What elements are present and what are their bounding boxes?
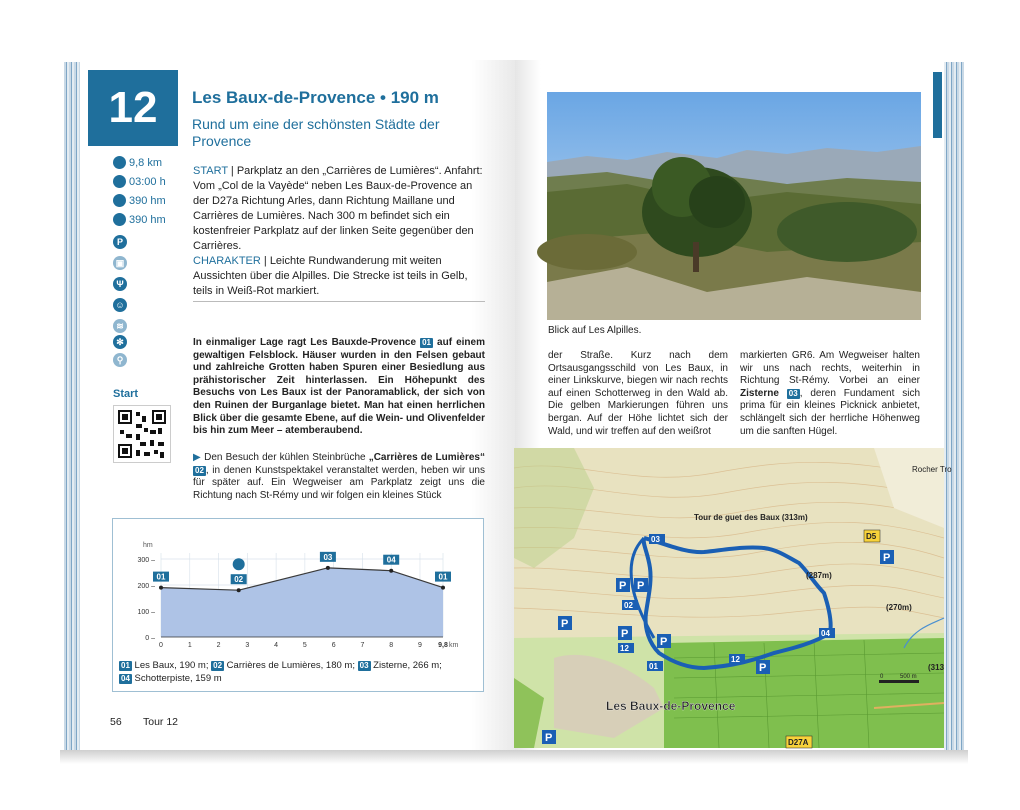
map-label-270: (270m) — [886, 603, 912, 612]
profile-area — [161, 568, 443, 637]
bus-icon: ▣ — [113, 256, 127, 270]
waypoint-label: 04 — [386, 555, 396, 565]
map-label-tower: Tour de guet des Baux (313m) — [694, 513, 808, 522]
profile-point — [237, 588, 241, 592]
body-paragraph: ▶ Den Besuch der kühlen Steinbrüche „Carrières de Lumières“ 02 , in denen Kunstspektakel veranstaltet werden, heben wir uns für später auf. Ein Wegweiser am Parkplatz zeigt uns die Richtung nach St-Rémy und wir folgen ein kleines Stück — [193, 452, 485, 501]
page-number: 56 — [110, 716, 122, 728]
x-tick-label: 5 — [302, 642, 307, 649]
svg-text:01: 01 — [649, 662, 658, 671]
y-tick-label: 200 – — [137, 583, 155, 590]
y-unit-label: hm — [143, 542, 153, 549]
intro-paragraph: In einmaliger Lage ragt Les Bauxde-Provence 01 auf einem gewaltigen Felsblock. Häuser wurden in den Felsen gebaut und zahlreiche Grotten haben Spuren einer Besiedlung aus prähistorischer Zeit hinterlassen. Ein Höhepunkt des Besuchs von Les Baux ist der Panoramablick, der sich von den Ruinen der Burganlage bietet. Man hat einen herrlichen Blick über die gesamte Ebene, auf die Wein- und Olivenfelder bis hin zum Meer – atemberaubend. — [193, 337, 485, 437]
start-label: START — [193, 165, 228, 177]
map-scale-bar — [879, 680, 919, 683]
svg-text:P: P — [883, 552, 891, 564]
right-page-edges — [944, 62, 964, 750]
x-tick-label: 6 — [331, 642, 336, 649]
waypoint-label: 01 — [156, 572, 166, 582]
profile-point — [326, 566, 330, 570]
svg-text:12: 12 — [620, 644, 629, 653]
svg-text:P: P — [759, 662, 767, 674]
qr-code[interactable] — [113, 405, 171, 463]
y-tick-label: 0 – — [145, 635, 155, 642]
photo-image — [547, 92, 921, 320]
svg-text:12: 12 — [731, 655, 740, 664]
waypoint-label: 03 — [323, 552, 333, 562]
chapter-tab — [933, 72, 942, 138]
profile-point — [441, 586, 445, 590]
x-tick-label: 1 — [187, 642, 192, 649]
x-tick-label: 8 — [389, 642, 394, 649]
svg-text:P: P — [619, 580, 627, 592]
waypoint-badge: 03 — [788, 388, 798, 398]
photo-caption: Blick auf Les Alpilles. — [548, 325, 642, 336]
divider — [193, 301, 485, 302]
svg-text:02: 02 — [624, 601, 633, 610]
landscape-photo — [547, 92, 921, 320]
footer-tour: Tour 12 — [143, 716, 179, 728]
text-column-3: markierten GR6. Am Wegweiser halten wir uns nach rechts, weiterhin in Richtung St-Rémy. Vorbei an einer Zisterne 03 , deren Fundament sich prima für ein kleines Picknick anbietet, schlängelt sich der herrliche Höhenweg um die sanften Hügel. — [740, 350, 921, 437]
x-tick-label: 0 — [159, 642, 163, 649]
svg-text:P: P — [621, 628, 629, 640]
dog-icon: ≋ — [113, 319, 127, 333]
svg-text:04: 04 — [821, 629, 830, 638]
svg-text:P: P — [660, 636, 668, 648]
ascent-icon — [113, 194, 126, 207]
waypoint-label: 02 — [234, 575, 244, 585]
restaurant-icon: Ψ — [113, 277, 127, 291]
stat-duration: 03:00 h — [113, 175, 166, 188]
svg-text:500 m: 500 m — [900, 674, 917, 680]
restaurant-icon — [233, 558, 245, 570]
bike-icon: ⚲ — [113, 353, 127, 367]
x-unit-label: km — [449, 642, 459, 649]
profile-point — [159, 586, 163, 590]
svg-text:P: P — [561, 618, 569, 630]
snow-icon: ✻ — [113, 335, 127, 349]
x-tick-label: 7 — [360, 642, 365, 649]
descent-icon — [113, 213, 126, 226]
x-tick-label: 9 — [418, 642, 422, 649]
map-label-313: (313 — [928, 663, 945, 672]
tour-subtitle: Rund um eine der schönsten Städte der Provence — [192, 116, 440, 149]
stat-descent: 390 hm — [113, 213, 166, 226]
profile-legend: 01 Les Baux, 190 m; 02 Carrières de Lumières, 180 m; 03 Zisterne, 266 m; 04 Schotterpiste, 159 m — [121, 660, 442, 684]
start-label-qr: Start — [113, 388, 139, 400]
map-label-town: Les Baux-de-Provence — [606, 699, 736, 713]
start-text: | Parkplatz an den „Carrières de Lumières“. Anfahrt: Vom „Col de la Vayède“ neben Les Baux-de-Provence an der D27a Richtung Arles, dann Richtung Maillane und Carrières de Lumières. Nach 300 m befindet sich ein kostenfreier Parkplatz auf der linken Seite gegenüber den Carrières. — [193, 165, 483, 252]
x-tick-label: 9,8 — [438, 642, 448, 649]
distance-icon — [113, 156, 126, 169]
text-column-2: der Straße. Kurz nach dem Ortsausgangsschild von Les Baux, in einer Linkskurve, biegen wir nach rechts auf einen Schotterweg in den Wald ab. Die gelben Markierungen führen uns bergan. Auf der Höhe lichtet sich der Wald, und wir treffen auf den weißrot — [548, 350, 728, 437]
waypoint-badge: 01 — [422, 338, 431, 347]
tour-number: 12 — [88, 70, 178, 146]
route-map[interactable] — [514, 448, 952, 748]
x-tick-label: 4 — [274, 642, 279, 649]
profile-point — [389, 569, 393, 573]
y-tick-label: 100 – — [137, 609, 155, 616]
info-block — [193, 164, 485, 299]
children-icon: ☺ — [113, 298, 127, 312]
svg-text:03: 03 — [651, 535, 660, 544]
svg-text:D27A: D27A — [788, 738, 809, 747]
svg-text:0: 0 — [880, 674, 884, 680]
clock-icon — [113, 175, 126, 188]
elevation-chart — [113, 519, 483, 659]
svg-text:P: P — [637, 580, 645, 592]
map-image — [514, 448, 952, 748]
waypoint-label: 01 — [438, 572, 448, 582]
character-text: | Leichte Rundwanderung mit weiten Aussichten über die Alpilles. Die Strecke ist teils in Gelb, teils in Weiß-Rot markiert. — [193, 255, 468, 297]
x-tick-label: 2 — [216, 642, 221, 649]
svg-text:D5: D5 — [866, 532, 877, 541]
character-label: CHARAKTER — [193, 255, 261, 267]
map-label-rocher: Rocher Tro — [912, 465, 952, 474]
qr-icon — [114, 406, 170, 462]
waypoint-badge: 02 — [195, 465, 204, 475]
stat-distance: 9,8 km — [113, 156, 162, 169]
book-shadow — [60, 750, 968, 764]
arrow-icon: ▶ — [193, 452, 202, 463]
left-page-edges — [64, 62, 80, 750]
y-tick-label: 300 – — [137, 557, 155, 564]
map-label-287: (287m) — [806, 571, 832, 580]
parking-icon: P — [113, 235, 127, 249]
stat-ascent: 390 hm — [113, 194, 166, 207]
tour-title: Les Baux-de-Provence • 190 m — [192, 88, 439, 107]
svg-text:P: P — [545, 732, 553, 744]
x-tick-label: 3 — [245, 642, 250, 649]
